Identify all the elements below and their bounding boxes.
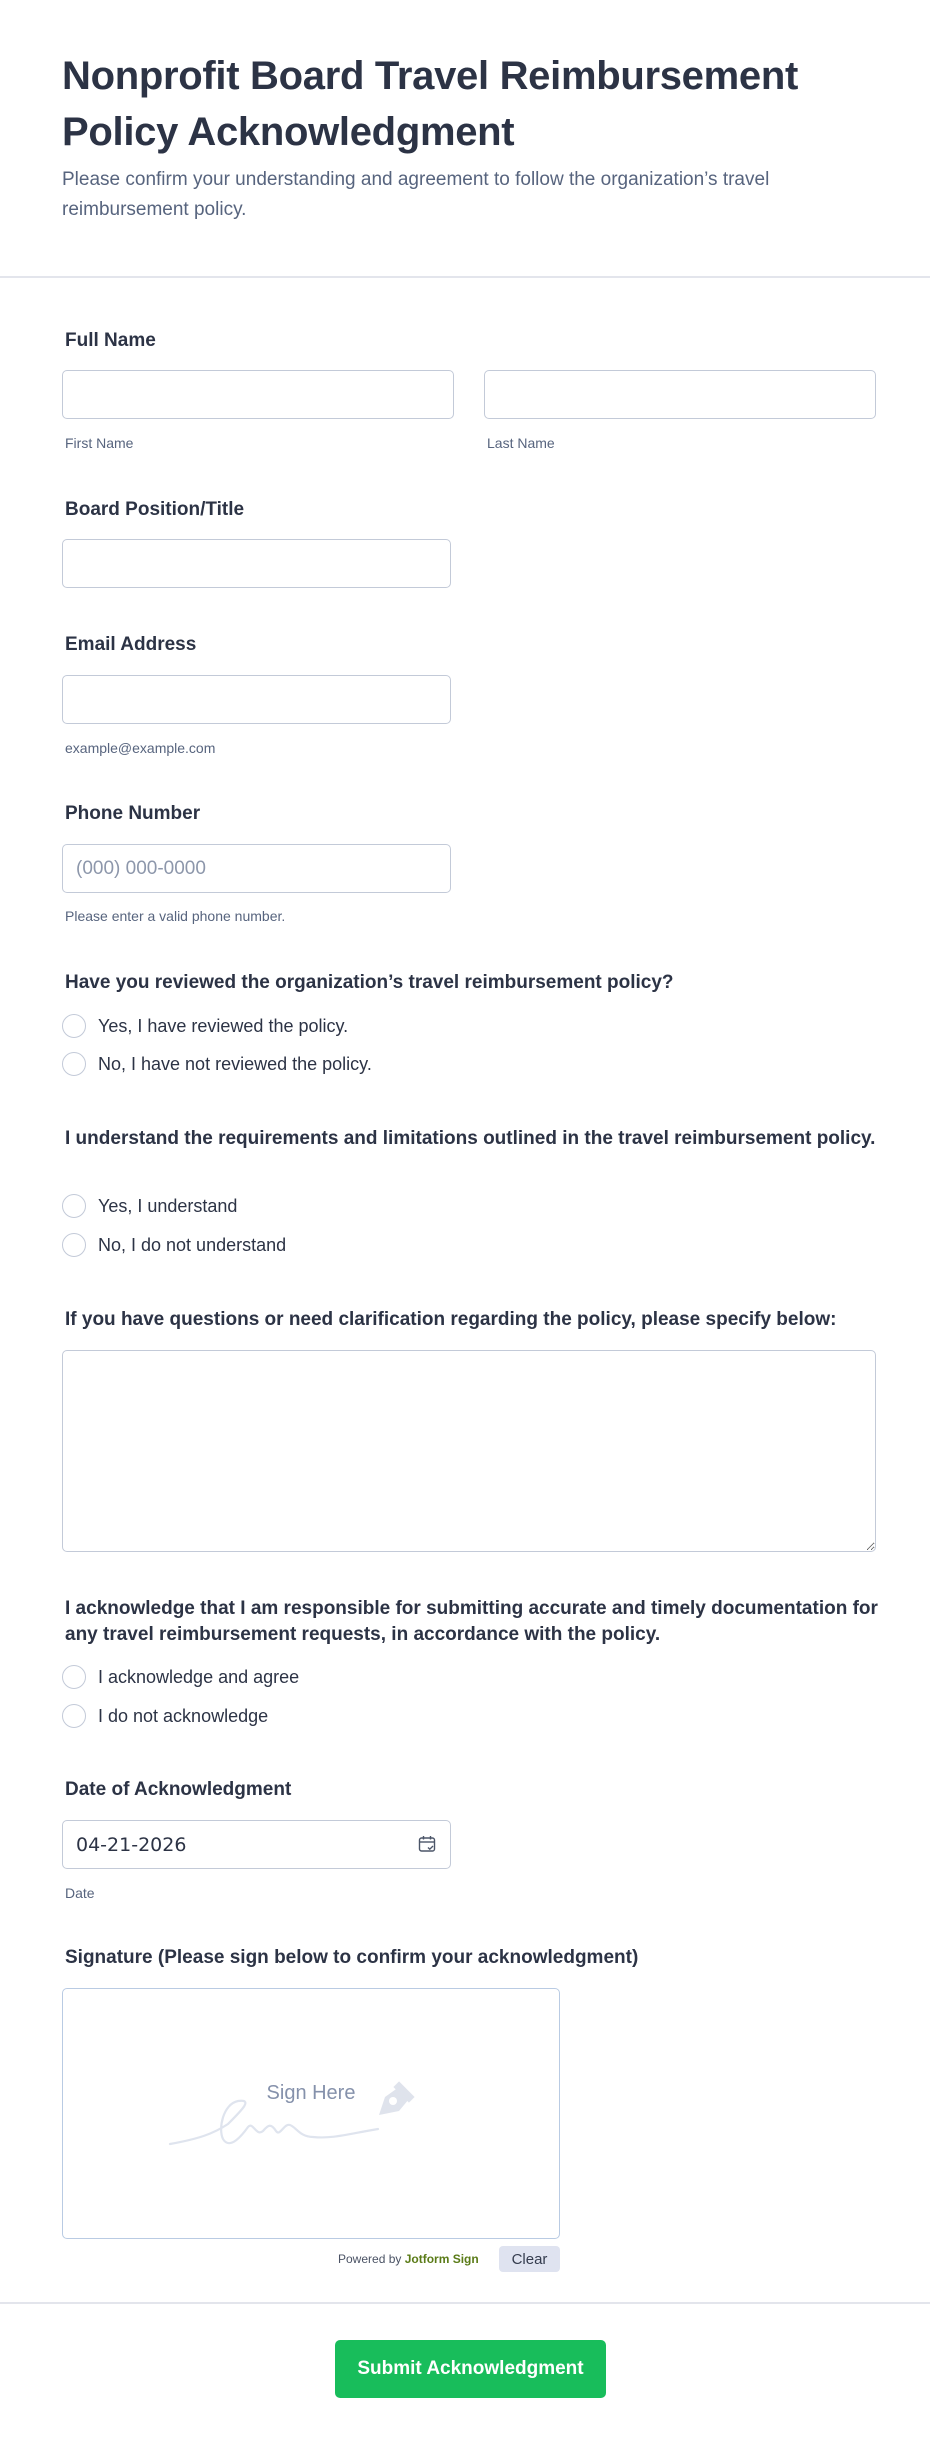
submit-button[interactable]: Submit Acknowledgment: [335, 2340, 606, 2398]
understand-option-yes[interactable]: [62, 1192, 237, 1220]
clear-signature-button[interactable]: Clear: [499, 2246, 560, 2272]
reviewed-question-label: Have you reviewed the organization’s travel reimbursement policy?: [65, 972, 674, 993]
radio-label: I acknowledge and agree: [98, 1666, 300, 1687]
email-label: Email Address: [65, 634, 197, 655]
header-divider: [0, 276, 930, 278]
email-input[interactable]: [62, 675, 451, 724]
understand-question-label: I understand the requirements and limitations outlined in the travel reimbursement policy.: [65, 1128, 876, 1149]
understand-option-no[interactable]: [62, 1231, 286, 1259]
radio-label: No, I do not understand: [98, 1234, 287, 1255]
radio-label: Yes, I have reviewed the policy.: [98, 1015, 349, 1036]
signature-label: Signature (Please sign below to confirm your acknowledgment): [65, 1947, 639, 1968]
signature-pad[interactable]: [62, 1988, 560, 2239]
radio-button[interactable]: [62, 1704, 86, 1728]
board-position-input[interactable]: [62, 539, 451, 588]
powered-by: [338, 2249, 479, 2269]
first-name-input[interactable]: [62, 370, 454, 419]
last-name-sublabel: Last Name: [487, 435, 555, 451]
date-input[interactable]: [62, 1820, 451, 1869]
radio-label: No, I have not reviewed the policy.: [98, 1053, 372, 1074]
radio-button[interactable]: [62, 1014, 86, 1038]
acknowledge-question-label: I acknowledge that I am responsible for submitting accurate and timely documentation for any travel reimbursement requests, in accordance with the policy.: [65, 1598, 878, 1645]
radio-button[interactable]: [62, 1194, 86, 1218]
jotform-sign-brand: Jotform Sign: [404, 2252, 479, 2266]
page-title: Nonprofit Board Travel Reimbursement Policy Acknowledgment: [62, 54, 798, 154]
reviewed-option-yes[interactable]: [62, 1012, 348, 1040]
phone-sublabel: Please enter a valid phone number.: [65, 908, 286, 924]
date-sublabel: Date: [65, 1885, 95, 1901]
last-name-input[interactable]: [484, 370, 876, 419]
acknowledge-option-agree[interactable]: [62, 1663, 299, 1691]
phone-input[interactable]: [62, 844, 451, 893]
full-name-label: Full Name: [65, 330, 156, 351]
footer-divider: [0, 2302, 930, 2304]
phone-label: Phone Number: [65, 803, 201, 824]
questions-textarea[interactable]: [62, 1350, 876, 1552]
radio-button[interactable]: [62, 1052, 86, 1076]
questions-label: If you have questions or need clarification regarding the policy, please specify below:: [65, 1309, 837, 1330]
sign-here-placeholder: Sign Here: [266, 2082, 356, 2104]
date-label: Date of Acknowledgment: [65, 1779, 292, 1800]
powered-prefix: Powered by: [338, 2252, 402, 2266]
reviewed-option-no[interactable]: [62, 1050, 372, 1078]
page-subtitle: Please confirm your understanding and agreement to follow the organization’s travel reimbursement policy.: [62, 169, 770, 220]
acknowledge-option-disagree[interactable]: [62, 1702, 268, 1730]
board-position-label: Board Position/Title: [65, 499, 245, 520]
date-field[interactable]: [62, 1820, 451, 1869]
email-sublabel: example@example.com: [65, 740, 216, 756]
radio-label: I do not acknowledge: [98, 1705, 269, 1726]
radio-button[interactable]: [62, 1665, 86, 1689]
calendar-icon[interactable]: [417, 1834, 437, 1854]
radio-button[interactable]: [62, 1233, 86, 1257]
first-name-sublabel: First Name: [65, 435, 134, 451]
radio-label: Yes, I understand: [98, 1195, 238, 1216]
